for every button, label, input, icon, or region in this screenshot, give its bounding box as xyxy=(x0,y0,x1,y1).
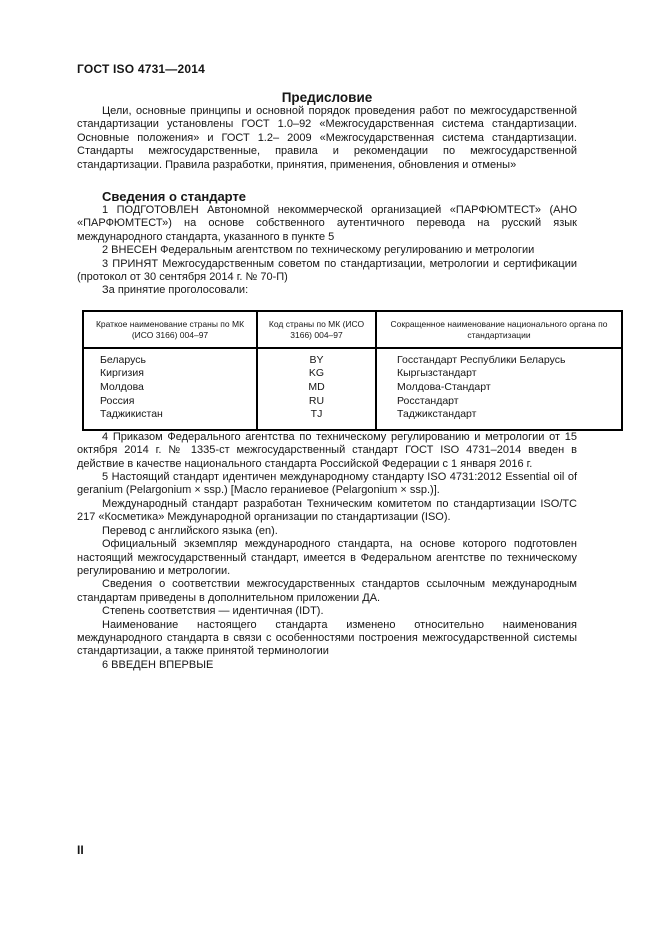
voting-table-header xyxy=(83,311,622,348)
cell-org: Кыргызстандарт xyxy=(397,367,477,380)
table-row xyxy=(83,367,622,381)
cell-org: Госстандарт Республики Беларусь xyxy=(397,353,566,366)
cell-country: Россия xyxy=(83,395,257,409)
item-4: 4 Приказом Федерального агентства по техническому регулированию и метрологии от 15 октября 2014 г. № 1335-ст межгосударственный стандарт ГОСТ ISO 4731–2014 введен в действие в качестве национального стандарта Российской Федерации с 1 января 2016 г. xyxy=(77,430,577,470)
item-5-para: Сведения о соответствии межгосударственных стандартов ссылочным международным стандартам приведены в дополнительном приложении ДА. xyxy=(77,578,577,604)
cell-code: BY xyxy=(257,348,376,368)
cell-code: RU xyxy=(257,395,376,409)
page-title: Предисловие xyxy=(281,90,373,105)
col-header-org: Сокращенное наименование национального органа по стандартизации xyxy=(376,311,622,348)
page-content xyxy=(77,62,608,672)
cell-org: Росстандарт xyxy=(397,394,459,407)
cell-code: MD xyxy=(257,381,376,395)
table-row xyxy=(83,348,622,368)
item-5-para: 5 Настоящий стандарт идентичен международному стандарту ISO 4731:2012 Essential oil of geranium (Pelargonium × ssp.) [Масло гераниевое (Pelargonium × ssp.)]. xyxy=(77,471,577,497)
vote-line: За принятие проголосовали: xyxy=(102,284,249,297)
item-5-para: Перевод с английского языка (en). xyxy=(102,524,278,537)
doc-number: ГОСТ ISO 4731—2014 xyxy=(77,62,206,76)
cell-country: Киргизия xyxy=(83,367,257,381)
item-2: 2 ВНЕСЕН Федеральным агентством по техническому регулированию и метрологии xyxy=(102,244,535,257)
item-5-para: Официальный экземпляр международного стандарта, на основе которого подготовлен настоящий межгосударственный стандарт, имеется в Федеральном агентстве по техническому регулированию и метрологии. xyxy=(77,538,577,577)
cell-country: Беларусь xyxy=(83,348,257,368)
table-row xyxy=(83,408,622,430)
intro-paragraph: Цели, основные принципы и основной порядок проведения работ по межгосударственной стандартизации установлены ГОСТ 1.0–92 «Межгосударственная система стандартизации. Основные положения» и ГОСТ 1.2– 2009 «Межгосударственная система стандартизации. Стандарты межгосударственные, правила и рекомендации по межгосударственной стандартизации. Правила разработки, принятия, применения, обновления и отмены» xyxy=(77,105,577,171)
cell-code: TJ xyxy=(257,408,376,430)
item-5-para: Международный стандарт разработан Техническим комитетом по стандартизации ISO/TC 217 «Косметика» Международной организации по стандартизации (ISO). xyxy=(77,497,577,524)
cell-org: Молдова-Стандарт xyxy=(397,381,491,394)
cell-country: Молдова xyxy=(83,381,257,395)
item-5-para: Степень соответствия — идентичная (IDT). xyxy=(102,605,324,618)
item-5-para: Наименование настоящего стандарта изменено относительно наименования международного стандарта в связи с особенностями построения межгосударственной системы стандартизации, а также принятой терминологии xyxy=(77,618,577,658)
col-header-country: Краткое наименование страны по МК (ИСО 3166) 004–97 xyxy=(83,311,257,348)
item-6: 6 ВВЕДЕН ВПЕРВЫЕ xyxy=(102,658,214,671)
page-number: II xyxy=(77,843,84,857)
item-1: 1 ПОДГОТОВЛЕН Автономной некоммерческой организацией «ПАРФЮМТЕСТ» (АНО «ПАРФЮМТЕСТ») на основе собственного аутентичного перевода на русский язык международного стандарта, указанного в пункте 5 xyxy=(77,204,577,243)
item-3: 3 ПРИНЯТ Межгосударственным советом по стандартизации, метрологии и сертификации (протокол от 30 сентября 2014 г. № 70-П) xyxy=(77,257,577,284)
col-header-code: Код страны по МК (ИСО 3166) 004–97 xyxy=(257,311,376,348)
cell-code: KG xyxy=(257,367,376,381)
table-row xyxy=(83,381,622,395)
cell-org: Таджикстандарт xyxy=(397,408,477,421)
voting-table xyxy=(82,310,623,431)
cell-country: Таджикистан xyxy=(83,408,257,430)
table-row xyxy=(83,395,622,409)
section-heading: Сведения о стандарте xyxy=(102,189,247,205)
